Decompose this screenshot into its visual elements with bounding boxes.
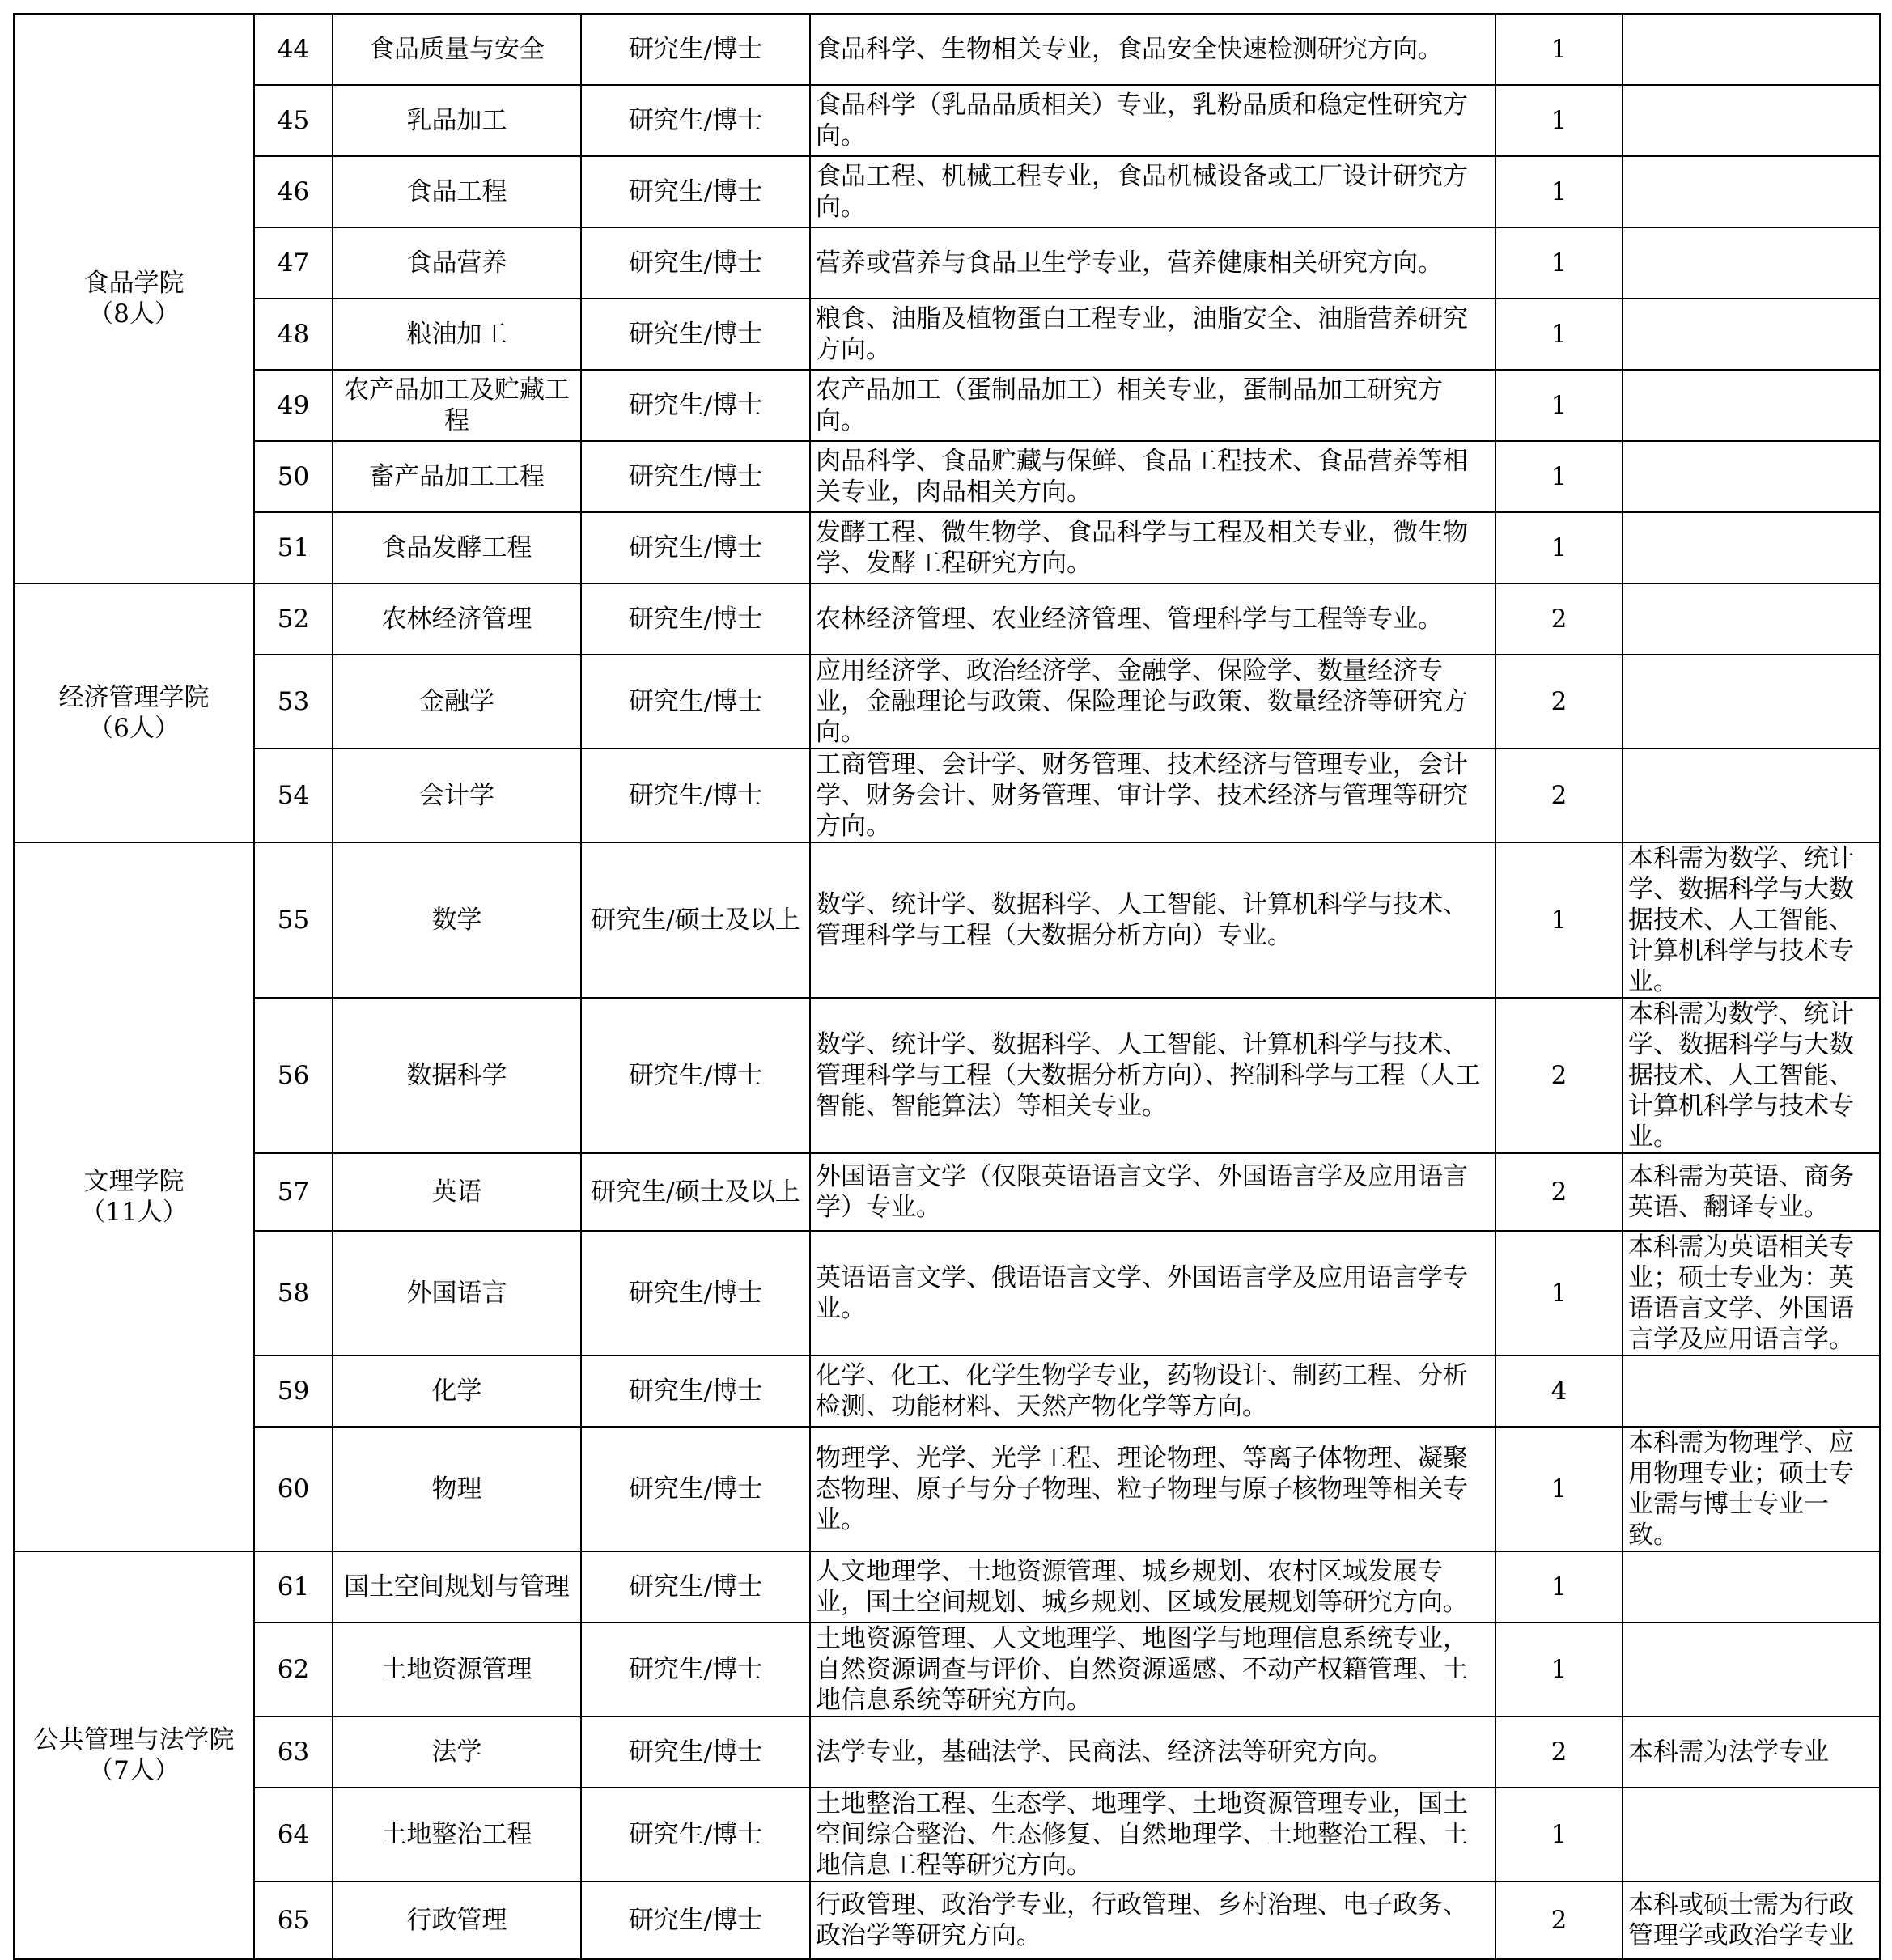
post-name: 法学 [333, 1716, 581, 1788]
post-name: 金融学 [333, 655, 581, 749]
college-name: 食品学院 [83, 269, 185, 298]
table-row [14, 1882, 1880, 1959]
major-requirement: 英语语言文学、俄语语言文学、外国语言学及应用语言学专业。 [810, 1231, 1495, 1355]
college-cell [14, 14, 254, 583]
degree-requirement: 研究生/博士 [581, 1231, 810, 1355]
post-name: 乳品加工 [333, 85, 581, 156]
remarks [1623, 156, 1880, 227]
post-name: 数据科学 [333, 998, 581, 1153]
post-name: 畜产品加工工程 [333, 441, 581, 512]
table-row [14, 842, 1880, 998]
remarks [1623, 1551, 1880, 1623]
table-row [14, 1716, 1880, 1788]
degree-requirement: 研究生/博士 [581, 1882, 810, 1959]
post-name: 土地资源管理 [333, 1623, 581, 1716]
major-requirement: 营养或营养与食品卫生学专业，营养健康相关研究方向。 [810, 227, 1495, 299]
remarks [1623, 85, 1880, 156]
major-requirement: 土地资源管理、人文地理学、地图学与地理信息系统专业，自然资源调查与评价、自然资源遥感、不动产权籍管理、土地信息系统等研究方向。 [810, 1623, 1495, 1716]
remarks [1623, 1788, 1880, 1882]
major-requirement: 物理学、光学、光学工程、理论物理、等离子体物理、凝聚态物理、原子与分子物理、粒子物理与原子核物理等相关专业。 [810, 1427, 1495, 1551]
degree-requirement: 研究生/博士 [581, 1427, 810, 1551]
major-requirement: 食品科学（乳品品质相关）专业，乳粉品质和稳定性研究方向。 [810, 85, 1495, 156]
post-number: 57 [254, 1153, 333, 1231]
headcount: 2 [1495, 655, 1623, 749]
major-requirement: 农林经济管理、农业经济管理、管理科学与工程等专业。 [810, 583, 1495, 655]
headcount: 1 [1495, 85, 1623, 156]
post-name: 外国语言 [333, 1231, 581, 1355]
headcount: 2 [1495, 749, 1623, 842]
post-number: 49 [254, 370, 333, 441]
remarks [1623, 1623, 1880, 1716]
table-row [14, 1231, 1880, 1355]
headcount: 1 [1495, 370, 1623, 441]
remarks [1623, 749, 1880, 842]
post-name: 数学 [333, 842, 581, 998]
headcount: 1 [1495, 1551, 1623, 1623]
post-number: 53 [254, 655, 333, 749]
major-requirement: 农产品加工（蛋制品加工）相关专业，蛋制品加工研究方向。 [810, 370, 1495, 441]
remarks [1623, 655, 1880, 749]
post-name: 会计学 [333, 749, 581, 842]
post-name: 食品营养 [333, 227, 581, 299]
headcount: 1 [1495, 14, 1623, 85]
major-requirement: 肉品科学、食品贮藏与保鲜、食品工程技术、食品营养等相关专业，肉品相关方向。 [810, 441, 1495, 512]
remarks: 本科或硕士需为行政管理学或政治学专业 [1623, 1882, 1880, 1959]
table-row [14, 655, 1880, 749]
remarks: 本科需为英语、商务英语、翻译专业。 [1623, 1153, 1880, 1231]
headcount: 2 [1495, 1153, 1623, 1231]
table-row [14, 749, 1880, 842]
remarks [1623, 370, 1880, 441]
table-row [14, 14, 1880, 85]
post-name: 化学 [333, 1355, 581, 1427]
headcount: 1 [1495, 1231, 1623, 1355]
college-name: 文理学院 [83, 1167, 185, 1196]
table-row [14, 583, 1880, 655]
headcount: 2 [1495, 998, 1623, 1153]
degree-requirement: 研究生/博士 [581, 227, 810, 299]
remarks [1623, 512, 1880, 583]
major-requirement: 应用经济学、政治经济学、金融学、保险学、数量经济专业，金融理论与政策、保险理论与政策、数量经济等研究方向。 [810, 655, 1495, 749]
major-requirement: 人文地理学、土地资源管理、城乡规划、农村区域发展专业，国土空间规划、城乡规划、区域发展规划等研究方向。 [810, 1551, 1495, 1623]
post-number: 45 [254, 85, 333, 156]
degree-requirement: 研究生/博士 [581, 749, 810, 842]
table-row [14, 370, 1880, 441]
major-requirement: 数学、统计学、数据科学、人工智能、计算机科学与技术、管理科学与工程（大数据分析方向）专业。 [810, 842, 1495, 998]
headcount: 1 [1495, 441, 1623, 512]
remarks: 本科需为英语相关专业；硕士专业为：英语语言文学、外国语言学及应用语言学。 [1623, 1231, 1880, 1355]
headcount: 1 [1495, 156, 1623, 227]
table-row [14, 441, 1880, 512]
post-number: 55 [254, 842, 333, 998]
major-requirement: 工商管理、会计学、财务管理、技术经济与管理专业，会计学、财务会计、财务管理、审计学、技术经济与管理等研究方向。 [810, 749, 1495, 842]
post-name: 行政管理 [333, 1882, 581, 1959]
major-requirement: 土地整治工程、生态学、地理学、土地资源管理专业，国土空间综合整治、生态修复、自然地理学、土地整治工程、土地信息工程等研究方向。 [810, 1788, 1495, 1882]
major-requirement: 食品工程、机械工程专业，食品机械设备或工厂设计研究方向。 [810, 156, 1495, 227]
major-requirement: 法学专业，基础法学、民商法、经济法等研究方向。 [810, 1716, 1495, 1788]
college-cell [14, 842, 254, 1551]
table-row [14, 156, 1880, 227]
post-name: 农产品加工及贮藏工程 [333, 370, 581, 441]
degree-requirement: 研究生/博士 [581, 299, 810, 370]
post-number: 56 [254, 998, 333, 1153]
recruitment-table [13, 13, 1881, 1960]
table-row [14, 1153, 1880, 1231]
post-number: 47 [254, 227, 333, 299]
post-number: 63 [254, 1716, 333, 1788]
post-name: 食品质量与安全 [333, 14, 581, 85]
college-count: （7人） [88, 1756, 180, 1785]
college-count: （6人） [88, 714, 180, 743]
degree-requirement: 研究生/博士 [581, 156, 810, 227]
degree-requirement: 研究生/博士 [581, 1355, 810, 1427]
remarks: 本科需为数学、统计学、数据科学与大数据技术、人工智能、计算机科学与技术专业。 [1623, 842, 1880, 998]
post-number: 44 [254, 14, 333, 85]
table-row [14, 299, 1880, 370]
post-number: 59 [254, 1355, 333, 1427]
degree-requirement: 研究生/博士 [581, 441, 810, 512]
headcount: 1 [1495, 1788, 1623, 1882]
post-number: 48 [254, 299, 333, 370]
degree-requirement: 研究生/博士 [581, 85, 810, 156]
post-number: 64 [254, 1788, 333, 1882]
post-number: 46 [254, 156, 333, 227]
college-cell [14, 1551, 254, 1959]
college-cell [14, 583, 254, 842]
degree-requirement: 研究生/博士 [581, 1716, 810, 1788]
degree-requirement: 研究生/博士 [581, 998, 810, 1153]
table-row [14, 227, 1880, 299]
post-name: 食品发酵工程 [333, 512, 581, 583]
degree-requirement: 研究生/硕士及以上 [581, 1153, 810, 1231]
remarks [1623, 299, 1880, 370]
table-row [14, 1551, 1880, 1623]
degree-requirement: 研究生/博士 [581, 370, 810, 441]
post-number: 54 [254, 749, 333, 842]
post-number: 51 [254, 512, 333, 583]
major-requirement: 数学、统计学、数据科学、人工智能、计算机科学与技术、管理科学与工程（大数据分析方向）、控制科学与工程（人工智能、智能算法）等相关专业。 [810, 998, 1495, 1153]
remarks [1623, 441, 1880, 512]
headcount: 1 [1495, 512, 1623, 583]
remarks: 本科需为物理学、应用物理专业；硕士专业需与博士专业一致。 [1623, 1427, 1880, 1551]
headcount: 1 [1495, 227, 1623, 299]
post-name: 英语 [333, 1153, 581, 1231]
table-row [14, 998, 1880, 1153]
post-name: 粮油加工 [333, 299, 581, 370]
headcount: 4 [1495, 1355, 1623, 1427]
remarks [1623, 1355, 1880, 1427]
degree-requirement: 研究生/博士 [581, 512, 810, 583]
post-number: 65 [254, 1882, 333, 1959]
table-row [14, 85, 1880, 156]
college-name: 经济管理学院 [58, 683, 210, 712]
degree-requirement: 研究生/博士 [581, 1551, 810, 1623]
remarks [1623, 14, 1880, 85]
post-name: 物理 [333, 1427, 581, 1551]
table-row [14, 512, 1880, 583]
degree-requirement: 研究生/博士 [581, 1788, 810, 1882]
headcount: 1 [1495, 842, 1623, 998]
headcount: 2 [1495, 583, 1623, 655]
post-number: 58 [254, 1231, 333, 1355]
table-body [14, 14, 1880, 1959]
post-number: 62 [254, 1623, 333, 1716]
table-row [14, 1788, 1880, 1882]
table-row [14, 1355, 1880, 1427]
table-row [14, 1427, 1880, 1551]
major-requirement: 化学、化工、化学生物学专业，药物设计、制药工程、分析检测、功能材料、天然产物化学等方向。 [810, 1355, 1495, 1427]
remarks [1623, 227, 1880, 299]
headcount: 1 [1495, 1427, 1623, 1551]
major-requirement: 食品科学、生物相关专业，食品安全快速检测研究方向。 [810, 14, 1495, 85]
degree-requirement: 研究生/硕士及以上 [581, 842, 810, 998]
college-count: （8人） [88, 299, 180, 329]
remarks: 本科需为法学专业 [1623, 1716, 1880, 1788]
remarks: 本科需为数学、统计学、数据科学与大数据技术、人工智能、计算机科学与技术专业。 [1623, 998, 1880, 1153]
post-name: 农林经济管理 [333, 583, 581, 655]
remarks [1623, 583, 1880, 655]
degree-requirement: 研究生/博士 [581, 583, 810, 655]
major-requirement: 外国语言文学（仅限英语语言文学、外国语言学及应用语言学）专业。 [810, 1153, 1495, 1231]
headcount: 1 [1495, 1623, 1623, 1716]
headcount: 1 [1495, 299, 1623, 370]
post-name: 国土空间规划与管理 [333, 1551, 581, 1623]
headcount: 2 [1495, 1882, 1623, 1959]
college-count: （11人） [80, 1198, 188, 1227]
degree-requirement: 研究生/博士 [581, 1623, 810, 1716]
post-name: 土地整治工程 [333, 1788, 581, 1882]
major-requirement: 发酵工程、微生物学、食品科学与工程及相关专业，微生物学、发酵工程研究方向。 [810, 512, 1495, 583]
headcount: 2 [1495, 1716, 1623, 1788]
degree-requirement: 研究生/博士 [581, 14, 810, 85]
major-requirement: 行政管理、政治学专业，行政管理、乡村治理、电子政务、政治学等研究方向。 [810, 1882, 1495, 1959]
post-name: 食品工程 [333, 156, 581, 227]
college-name: 公共管理与法学院 [33, 1725, 235, 1754]
post-number: 60 [254, 1427, 333, 1551]
post-number: 61 [254, 1551, 333, 1623]
post-number: 50 [254, 441, 333, 512]
table-row [14, 1623, 1880, 1716]
degree-requirement: 研究生/博士 [581, 655, 810, 749]
major-requirement: 粮食、油脂及植物蛋白工程专业，油脂安全、油脂营养研究方向。 [810, 299, 1495, 370]
post-number: 52 [254, 583, 333, 655]
